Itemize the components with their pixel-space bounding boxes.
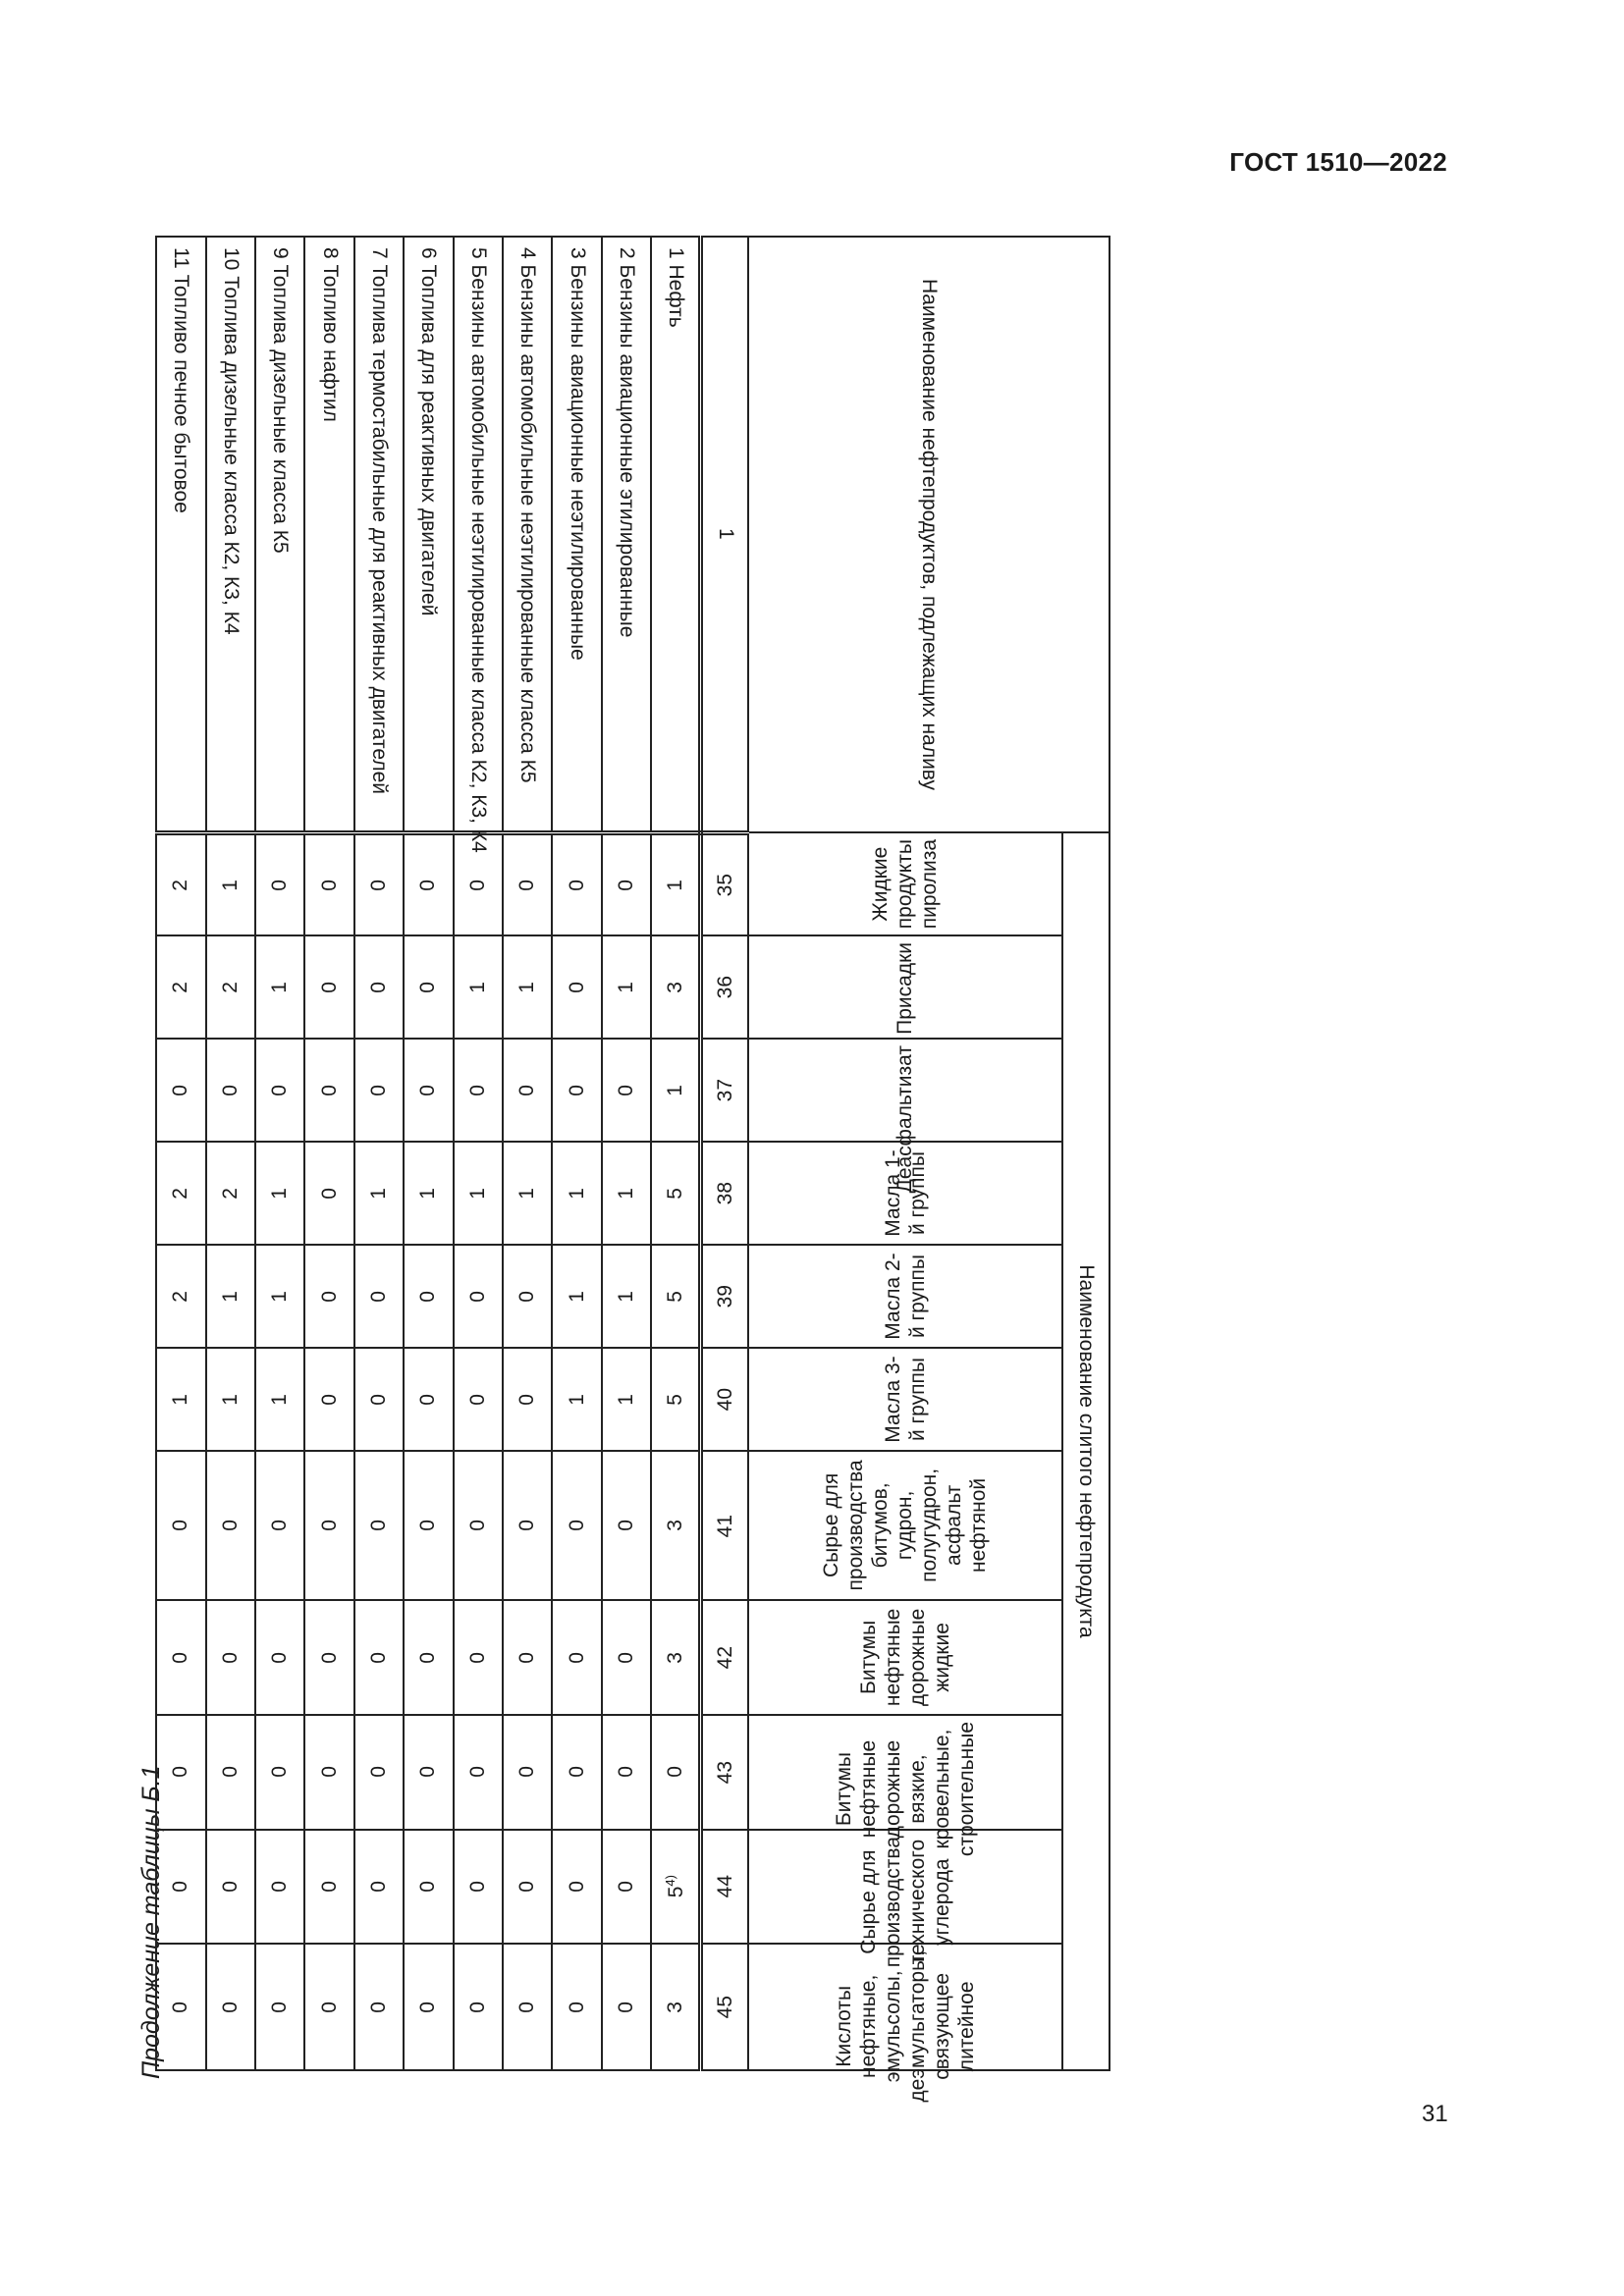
value-cell: 0 bbox=[255, 1944, 304, 2070]
value-cell: 1 bbox=[206, 1245, 255, 1348]
table-container bbox=[155, 236, 1110, 2104]
table-row bbox=[156, 237, 206, 2070]
product-name-cell: 3 Бензины авиационные неэтилированные bbox=[552, 237, 601, 832]
column-number: 42 bbox=[701, 1600, 748, 1715]
value-cell: 2 bbox=[156, 1142, 206, 1245]
value-cell: 2 bbox=[206, 935, 255, 1039]
page-number: 31 bbox=[1422, 2101, 1448, 2127]
value-cell: 0 bbox=[304, 1944, 353, 2070]
value-cell: 5 bbox=[651, 1348, 700, 1451]
value-cell: 0 bbox=[404, 1600, 453, 1715]
value-cell: 2 bbox=[156, 832, 206, 935]
value-cell: 1 bbox=[255, 1348, 304, 1451]
value-cell: 5 bbox=[651, 1142, 700, 1245]
value-cell: 0 bbox=[404, 1830, 453, 1945]
value-cell: 0 bbox=[304, 1142, 353, 1245]
value-cell: 0 bbox=[206, 1944, 255, 2070]
value-cell: 0 bbox=[354, 1039, 404, 1142]
product-name-cell: 6 Топлива для реактивных двигателей bbox=[404, 237, 453, 832]
value-cell: 0 bbox=[552, 1600, 601, 1715]
value-cell: 1 bbox=[206, 832, 255, 935]
value-cell: 0 bbox=[156, 1451, 206, 1600]
column-number: 40 bbox=[701, 1348, 748, 1451]
value-cell: 0 bbox=[304, 1348, 353, 1451]
column-header: Масла 1-й группы bbox=[748, 1142, 1062, 1245]
value-cell: 0 bbox=[255, 1830, 304, 1945]
value-cell: 3 bbox=[651, 935, 700, 1039]
table-row bbox=[602, 237, 651, 2070]
footnote-mark: 4) bbox=[662, 1875, 677, 1887]
value-cell: 0 bbox=[206, 1451, 255, 1600]
table-row bbox=[354, 237, 404, 2070]
column-header: Жидкие продукты пиролиза bbox=[748, 832, 1062, 935]
value-cell: 0 bbox=[503, 1451, 552, 1600]
table-row bbox=[552, 237, 601, 2070]
table-row bbox=[255, 237, 304, 2070]
value-cell: 1 bbox=[454, 935, 503, 1039]
value-cell: 0 bbox=[552, 935, 601, 1039]
value-cell: 0 bbox=[552, 832, 601, 935]
value-cell: 0 bbox=[354, 1348, 404, 1451]
column-number: 43 bbox=[701, 1715, 748, 1830]
value-cell: 1 bbox=[255, 1142, 304, 1245]
value-cell: 0 bbox=[552, 1715, 601, 1830]
value-cell: 0 bbox=[552, 1830, 601, 1945]
value-cell: 1 bbox=[552, 1348, 601, 1451]
value-cell: 0 bbox=[304, 1245, 353, 1348]
value-cell: 0 bbox=[304, 1600, 353, 1715]
value-cell: 0 bbox=[454, 1348, 503, 1451]
value-cell: 0 bbox=[255, 1715, 304, 1830]
value-cell: 1 bbox=[404, 1142, 453, 1245]
column-header: Битумы нефтяные дорожные вязкие, кровельные, строительные bbox=[748, 1715, 1062, 1830]
column-header: Масла 2-й группы bbox=[748, 1245, 1062, 1348]
value-cell: 0 bbox=[503, 1830, 552, 1945]
column-header: Кислоты нефтяные, эмульсолы, деэмульгаторы, связующее литейное bbox=[748, 1944, 1062, 2070]
column-header: Сырье для производства технического углерода bbox=[748, 1830, 1062, 1945]
value-cell: 1 bbox=[651, 832, 700, 935]
column-number: 1 bbox=[701, 237, 748, 832]
value-cell: 0 bbox=[404, 1245, 453, 1348]
value-cell: 0 bbox=[454, 832, 503, 935]
column-header: Деасфальтизат bbox=[748, 1039, 1062, 1142]
table-row bbox=[304, 237, 353, 2070]
value-cell: 0 bbox=[354, 1245, 404, 1348]
value-cell: 5 bbox=[651, 1245, 700, 1348]
value-cell: 0 bbox=[304, 1451, 353, 1600]
value-cell: 0 bbox=[304, 1830, 353, 1945]
column-number: 39 bbox=[701, 1245, 748, 1348]
table-body bbox=[156, 237, 748, 2070]
value-cell: 0 bbox=[206, 1830, 255, 1945]
product-name-cell: 7 Топлива термостабильные для реактивных двигателей bbox=[354, 237, 404, 832]
value-cell: 0 bbox=[156, 1039, 206, 1142]
table-row bbox=[454, 237, 503, 2070]
value-cell: 1 bbox=[552, 1245, 601, 1348]
value-cell: 0 bbox=[602, 1039, 651, 1142]
value-cell: 1 bbox=[602, 1245, 651, 1348]
value-cell: 0 bbox=[454, 1830, 503, 1945]
value-cell: 0 bbox=[454, 1039, 503, 1142]
product-name-cell: 1 Нефть bbox=[651, 237, 700, 832]
value-cell: 0 bbox=[602, 1830, 651, 1945]
value-cell: 0 bbox=[354, 1944, 404, 2070]
value-cell: 0 bbox=[304, 935, 353, 1039]
row-header: Наименование нефтепродуктов, подлежащих наливу bbox=[748, 237, 1110, 832]
value-cell: 1 bbox=[552, 1142, 601, 1245]
value-cell: 1 bbox=[602, 1142, 651, 1245]
value-cell: 2 bbox=[156, 935, 206, 1039]
value-cell: 0 bbox=[454, 1944, 503, 2070]
value-cell: 1 bbox=[206, 1348, 255, 1451]
value-cell: 0 bbox=[304, 1715, 353, 1830]
column-number: 41 bbox=[701, 1451, 748, 1600]
value-cell: 0 bbox=[255, 832, 304, 935]
value-cell: 0 bbox=[602, 1451, 651, 1600]
value-cell: 0 bbox=[454, 1451, 503, 1600]
value-cell: 1 bbox=[354, 1142, 404, 1245]
value-cell: 0 bbox=[404, 1348, 453, 1451]
value-cell: 2 bbox=[156, 1245, 206, 1348]
column-number: 38 bbox=[701, 1142, 748, 1245]
value-cell: 1 bbox=[651, 1039, 700, 1142]
value-cell: 0 bbox=[354, 1451, 404, 1600]
value-cell: 0 bbox=[354, 832, 404, 935]
value-cell: 0 bbox=[552, 1944, 601, 2070]
column-number: 36 bbox=[701, 935, 748, 1039]
value-cell: 2 bbox=[206, 1142, 255, 1245]
column-number: 45 bbox=[701, 1944, 748, 2070]
table-row bbox=[206, 237, 255, 2070]
value-cell: 0 bbox=[404, 935, 453, 1039]
column-number: 35 bbox=[701, 832, 748, 935]
value-cell: 0 bbox=[255, 1451, 304, 1600]
column-number: 37 bbox=[701, 1039, 748, 1142]
value-cell: 0 bbox=[602, 832, 651, 935]
table-row bbox=[404, 237, 453, 2070]
value-cell: 0 bbox=[206, 1715, 255, 1830]
value-cell: 0 bbox=[503, 1245, 552, 1348]
value-cell: 0 bbox=[354, 1715, 404, 1830]
group-header: Наименование слитого нефтепродукта bbox=[1062, 832, 1110, 2070]
column-header: Битумы нефтяные дорожные жидкие bbox=[748, 1600, 1062, 1715]
value-cell: 0 bbox=[404, 1944, 453, 2070]
value-cell: 0 bbox=[651, 1715, 700, 1830]
value-cell: 0 bbox=[503, 1039, 552, 1142]
value-cell: 0 bbox=[602, 1715, 651, 1830]
value-cell: 3 bbox=[651, 1944, 700, 2070]
value-cell: 3 bbox=[651, 1600, 700, 1715]
value-cell: 0 bbox=[206, 1039, 255, 1142]
value-cell: 0 bbox=[454, 1245, 503, 1348]
value-cell: 0 bbox=[354, 935, 404, 1039]
value-cell: 0 bbox=[404, 1039, 453, 1142]
value-cell: 1 bbox=[454, 1142, 503, 1245]
value-cell: 0 bbox=[304, 832, 353, 935]
table-continuation-caption: Продолжение таблицы Б.1 bbox=[137, 1765, 165, 2079]
value-cell: 3 bbox=[651, 1451, 700, 1600]
table-row bbox=[651, 237, 700, 2070]
value-cell: 0 bbox=[404, 1715, 453, 1830]
value-cell: 0 bbox=[454, 1715, 503, 1830]
value-cell: 0 bbox=[503, 1944, 552, 2070]
value-cell: 1 bbox=[602, 935, 651, 1039]
value-cell: 0 bbox=[552, 1039, 601, 1142]
value-cell: 1 bbox=[503, 935, 552, 1039]
value-cell: 0 bbox=[503, 1715, 552, 1830]
product-name-cell: 10 Топлива дизельные класса К2, К3, К4 bbox=[206, 237, 255, 832]
value-cell: 1 bbox=[255, 1245, 304, 1348]
value-cell: 0 bbox=[503, 1600, 552, 1715]
compatibility-table bbox=[155, 236, 1110, 2104]
value-cell: 0 bbox=[404, 1451, 453, 1600]
value-cell: 0 bbox=[156, 1715, 206, 1830]
product-name-cell: 11 Топливо печное бытовое bbox=[156, 237, 206, 832]
value-cell: 0 bbox=[255, 1600, 304, 1715]
product-name-cell: 9 Топлива дизельные класса К5 bbox=[255, 237, 304, 832]
value-cell: 0 bbox=[404, 832, 453, 935]
value-cell: 0 bbox=[156, 1600, 206, 1715]
column-header: Сырье для производства битумов, гудрон, полугудрон, асфальт нефтяной bbox=[748, 1451, 1062, 1600]
value-cell: 0 bbox=[304, 1039, 353, 1142]
column-number: 44 bbox=[701, 1830, 748, 1945]
value-cell: 5$^{4)}$ bbox=[651, 1830, 700, 1945]
value-cell: 0 bbox=[454, 1600, 503, 1715]
value-cell: 1 bbox=[503, 1142, 552, 1245]
value-cell: 0 bbox=[354, 1600, 404, 1715]
value-cell: 0 bbox=[503, 832, 552, 935]
value-cell: 1 bbox=[602, 1348, 651, 1451]
value-cell: 0 bbox=[552, 1451, 601, 1600]
value-cell: 0 bbox=[206, 1600, 255, 1715]
column-header: Масла 3-й группы bbox=[748, 1348, 1062, 1451]
table-row bbox=[503, 237, 552, 2070]
value-cell: 0 bbox=[602, 1944, 651, 2070]
value-cell: 0 bbox=[354, 1830, 404, 1945]
product-name-cell: 5 Бензины автомобильные неэтилированные класса К2, К3, К4 bbox=[454, 237, 503, 832]
product-name-cell: 4 Бензины автомобильные неэтилированные класса К5 bbox=[503, 237, 552, 832]
column-header: Присадки bbox=[748, 935, 1062, 1039]
value-cell: 0 bbox=[156, 1944, 206, 2070]
product-name-cell: 8 Топливо нафтил bbox=[304, 237, 353, 832]
product-name-cell: 2 Бензины авиационные этилированные bbox=[602, 237, 651, 832]
value-cell: 1 bbox=[156, 1348, 206, 1451]
value-cell: 0 bbox=[503, 1348, 552, 1451]
value-cell: 1 bbox=[255, 935, 304, 1039]
value-cell: 0 bbox=[602, 1600, 651, 1715]
document-code: ГОСТ 1510—2022 bbox=[1229, 147, 1447, 177]
value-cell: 0 bbox=[255, 1039, 304, 1142]
value-cell: 0 bbox=[156, 1830, 206, 1945]
column-numbers-row bbox=[701, 237, 748, 2070]
